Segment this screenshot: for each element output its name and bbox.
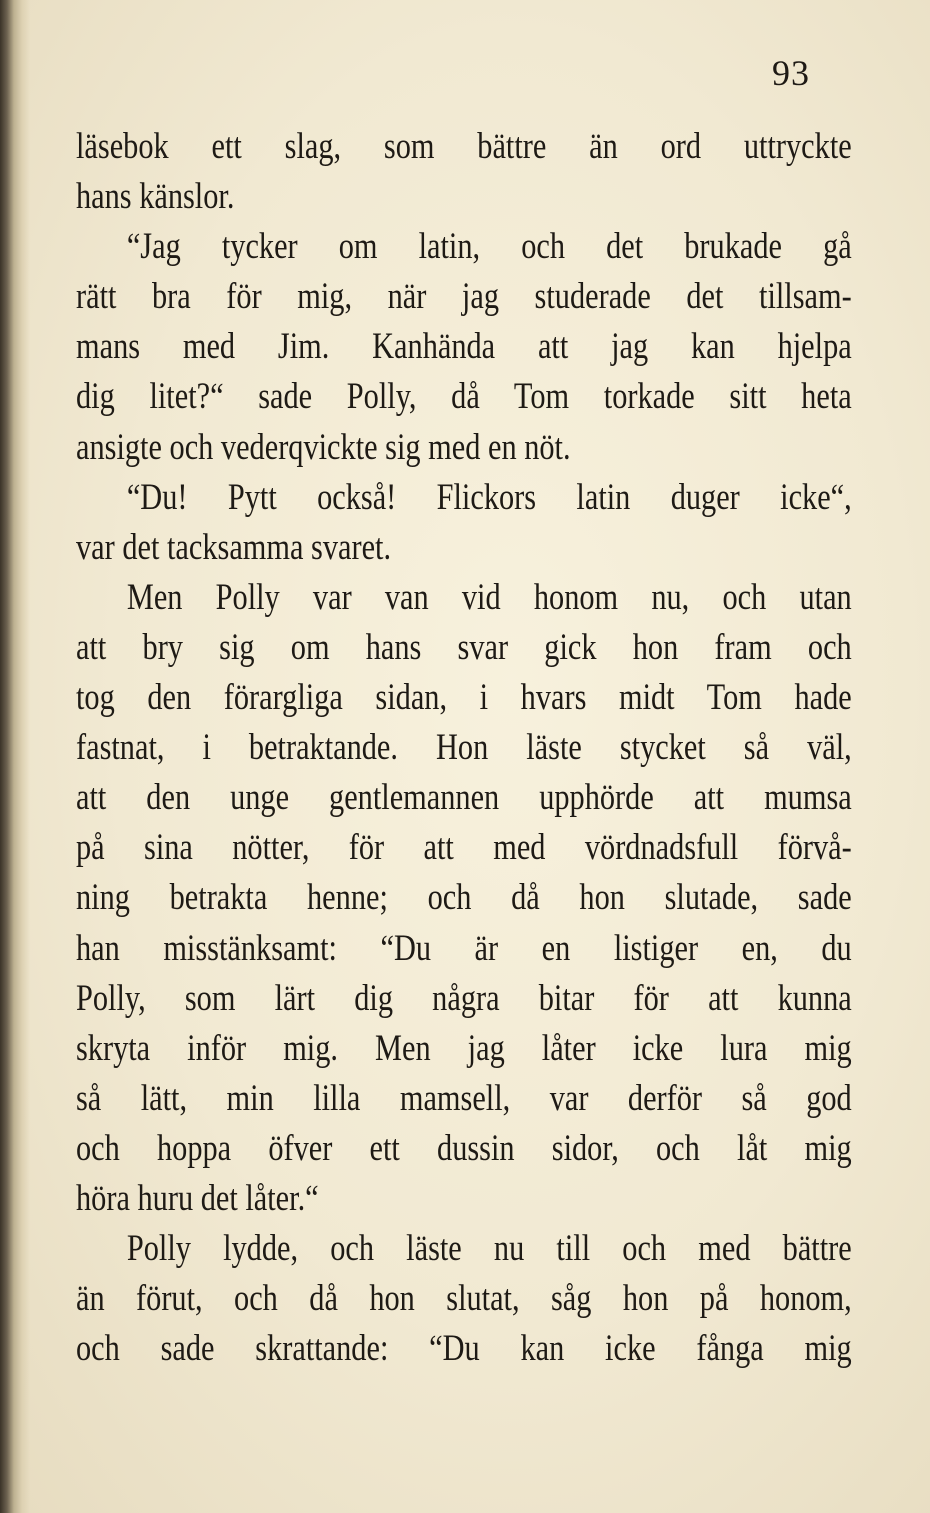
- text-line: han misstänksamt: “Du är en listiger en, du: [76, 927, 852, 969]
- text-line: “Du! Pytt också! Flickors latin duger icke“,: [126, 476, 852, 518]
- text-line: “Jag tycker om latin, och det brukade gå: [126, 226, 852, 268]
- text-line: dig litet?“ sade Polly, då Tom torkade sitt heta: [76, 376, 852, 418]
- text-line: och hoppa öfver ett dussin sidor, och låt mig: [76, 1127, 852, 1169]
- text-line: tog den förargliga sidan, i hvars midt Tom hade: [76, 677, 852, 719]
- text-line: fastnat, i betraktande. Hon läste stycket så väl,: [76, 727, 852, 769]
- text-line: Polly lydde, och läste nu till och med bättre: [126, 1228, 852, 1270]
- text-line: skryta inför mig. Men jag låter icke lura mig: [76, 1027, 852, 1069]
- text-line: på sina nötter, för att med vördnadsfull förvå-: [76, 827, 852, 869]
- text-line: Men Polly var van vid honom nu, och utan: [126, 576, 852, 618]
- text-line: läsebok ett slag, som bättre än ord uttryckte: [76, 126, 852, 167]
- text-line: höra huru det låter.“: [76, 1177, 319, 1219]
- body-text: [76, 122, 852, 1374]
- text-line: mans med Jim. Kanhända att jag kan hjelpa: [76, 326, 852, 368]
- text-line: rätt bra för mig, när jag studerade det tillsam-: [76, 276, 852, 318]
- text-line: ning betrakta henne; och då hon slutade, sade: [76, 877, 852, 919]
- text-line: Polly, som lärt dig några bitar för att kunna: [76, 977, 852, 1019]
- page-number: 93: [772, 53, 810, 93]
- book-spine-edge: [0, 0, 30, 1513]
- text-line: än förut, och då hon slutat, såg hon på honom,: [76, 1278, 852, 1320]
- text-line: att den unge gentlemannen upphörde att mumsa: [76, 777, 852, 819]
- text-line: och sade skrattande: “Du kan icke fånga mig: [76, 1328, 852, 1370]
- text-line: var det tacksamma svaret.: [76, 526, 392, 568]
- text-line: att bry sig om hans svar gick hon fram och: [76, 626, 852, 668]
- text-line: hans känslor.: [76, 176, 235, 218]
- text-line: ansigte och vederqvickte sig med en nöt.: [76, 426, 571, 468]
- text-line: så lätt, min lilla mamsell, var derför så god: [76, 1077, 852, 1119]
